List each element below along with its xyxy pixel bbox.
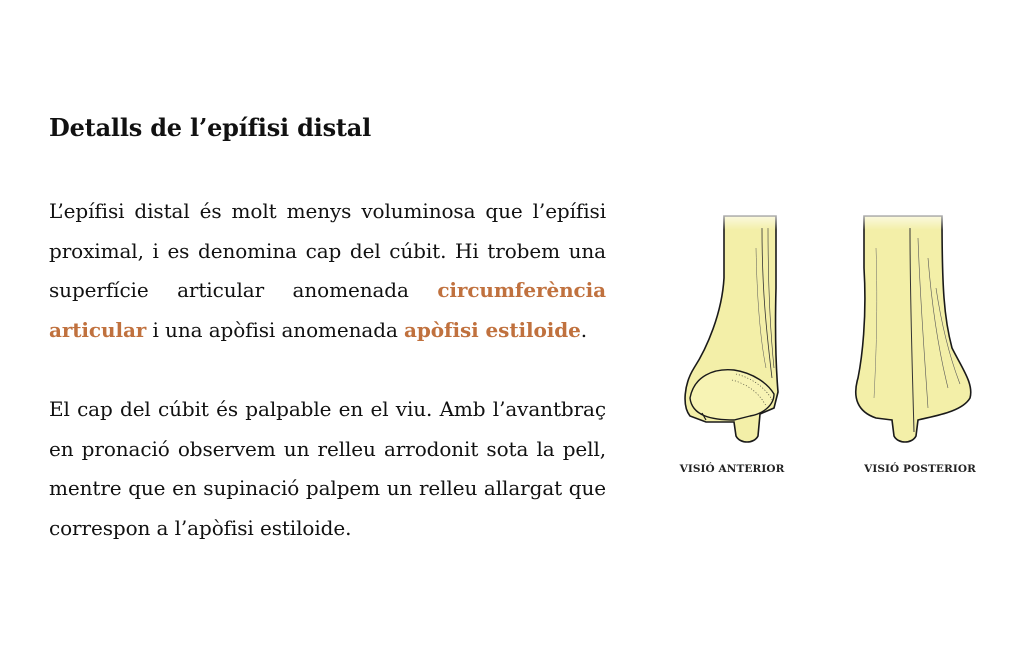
bone-drawings [662, 208, 1002, 458]
paragraph-text: i una apòfisi anomenada [146, 317, 405, 342]
paragraph-text: L’epífisi distal és molt menys voluminosa que l’epífisi proximal, i es denomina cap del cúbit. Hi trobem una superfície articular anomenada [49, 199, 606, 302]
paragraph-distal-epiphysis [49, 192, 606, 350]
caption-anterior-view: VISIÓ ANTERIOR [679, 463, 785, 475]
paragraph-palpation: El cap del cúbit és palpable en el viu. Amb l’avantbraç en pronació observem un relleu arrodonit sota la pell, mentre que en supinació palpem un relleu allargat que correspon a l’apòfisi estiloide. [49, 397, 606, 540]
term-styloid-process: apòfisi estiloide [404, 317, 581, 342]
ulna-distal-illustration [662, 208, 1002, 488]
caption-posterior-view: VISIÓ POSTERIOR [864, 463, 976, 475]
paragraph-text: . [580, 317, 587, 342]
section-title: Detalls de l’epífisi distal [49, 113, 372, 142]
posterior-view-bone [856, 216, 971, 442]
anterior-view-bone [685, 216, 778, 442]
term-articular-circumference: circumferència articular [49, 278, 606, 342]
body-text [49, 192, 606, 548]
